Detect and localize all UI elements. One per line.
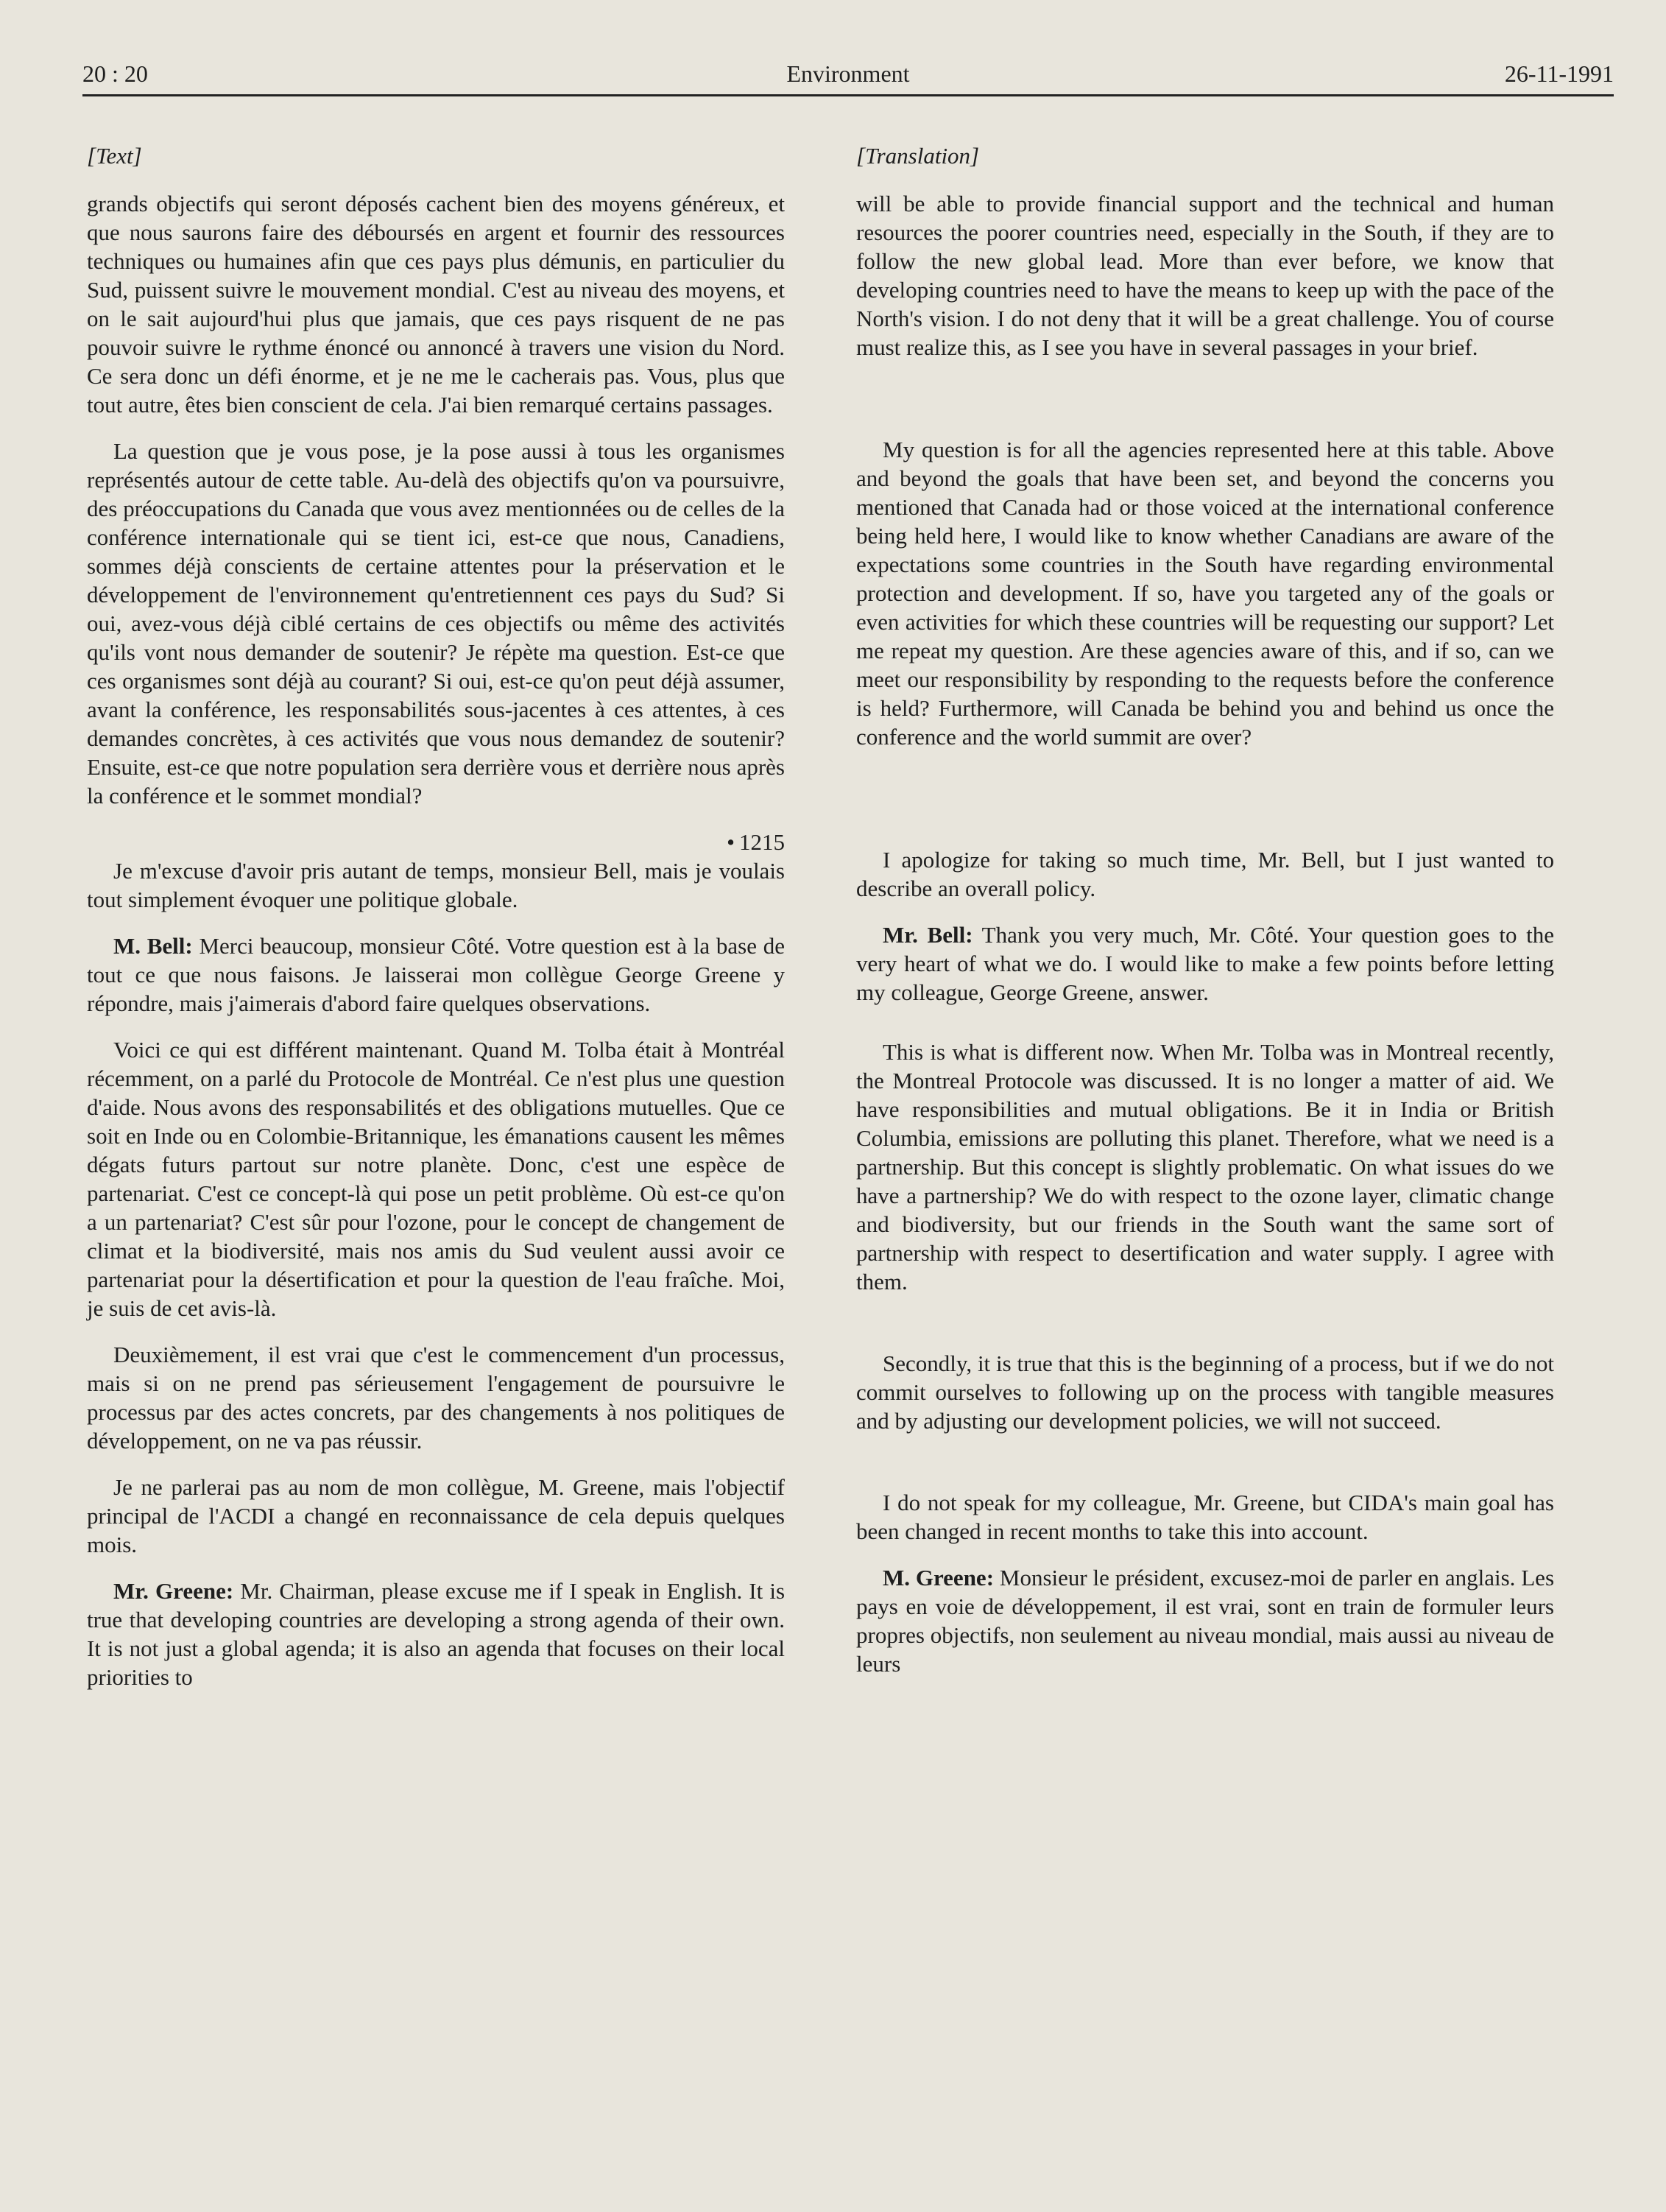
paragraph: Deuxièmement, il est vrai que c'est le commencement d'un processus, mais si on ne prend pas sérieusement l'engagement de poursuivre le processus par des actes concrets, par des changements à nos politiques de développement, on ne va pas réussir. [87,1342,785,1454]
header-rule [82,94,1614,96]
page-header [82,60,1614,96]
paragraph [87,1577,785,1691]
page-date: 26-11-1991 [1504,60,1614,87]
left-column [87,141,785,1691]
paragraph: Je m'excuse d'avoir pris autant de temps, monsieur Bell, mais je voulais tout simplement évoquer une politique globale. [87,858,785,912]
paragraph: I do not speak for my colleague, Mr. Greene, but CIDA's main goal has been changed in recent months to take this into account. [856,1490,1554,1544]
paragraph [856,920,1554,1007]
paragraph: Voici ce qui est différent maintenant. Quand M. Tolba était à Montréal récemment, on a parlé du Protocole de Montréal. Ce n'est plus une question d'aide. Nous avons des responsabilités et des obligations mutuelles. Que ce soit en Inde ou en Colombie-Britannique, les émanations causent les mêmes dégats futurs partout sur notre planète. Donc, c'est une espèce de partenariat. C'est ce concept-là qui pose un petit problème. Où est-ce qu'on a un partenariat? C'est sûr pour l'ozone, pour le concept de changement de climat et la biodiversité, mais nos amis du Sud veulent aussi avoir ce partenariat pour la désertification et pour la question de l'eau fraîche. Moi, je suis de cet avis-là. [87,1037,785,1321]
bullet-icon: • [727,829,735,855]
speaker-label: Mr. Greene: [113,1578,234,1604]
paragraph: Secondly, it is true that this is the beginning of a process, but if we do not commit ourselves to following up on the process with tangible measures and by adjusting our development policies, we will not succeed. [856,1350,1554,1434]
paragraph [856,1563,1554,1678]
translation-tag: [Translation] [856,143,980,169]
speaker-label: M. Bell: [113,933,193,959]
page-title: Environment [786,60,910,87]
paragraph: This is what is different now. When Mr. Tolba was in Montreal recently, the Montreal Protocole was discussed. It is no longer a matter of aid. We have responsibilities and mutual obligations. Be it in India or British Columbia, emissions are polluting this planet. Therefore, what we need is a partnership. But this concept is slightly problematic. On what issues do we have a partnership? We do with respect to the ozone layer, climatic change and biodiversity, but our friends in the South want the same sort of partnership with respect to desertification and water supply. I agree with them. [856,1039,1554,1295]
speech-text: Merci beaucoup, monsieur Côté. Votre question est à la base de tout ce que nous faisons. Je laisserai mon collègue George Greene y répondre, mais j'aimerais d'abord faire quelques observations. [87,933,786,1016]
speech-text: Monsieur le président, excusez-moi de parler en anglais. Les pays en voie de développement, il est vrai, sont en train de formuler leurs propres objectifs, non seulement au niveau mondial, mais aussi au niveau de leurs [856,1565,1555,1677]
right-column [856,141,1554,1678]
paragraph: La question que je vous pose, je la pose aussi à tous les organismes représentés autour de cette table. Au-delà des objectifs qu'on va poursuivre, des préoccupations du Canada que vous avez mentionnées ou de celles de la conférence internationale qui se tient ici, est-ce que nous, Canadiens, sommes déjà conscients de certaine attentes pour la préservation et le développement de l'environnement qu'entretiennent ces pays du Sud? Si oui, avez-vous déjà ciblé certains de ces objectifs ou même des activités qu'ils vont nous demander de soutenir? Je répète ma question. Est-ce que ces organismes sont déjà au courant? Si oui, est-ce qu'on peut déjà assumer, avant la conférence, les responsabilités sous-jacentes à ces attentes, à ces demandes concrètes, à ces activités que vous nous demandez de soutenir? Ensuite, est-ce que notre population sera derrière vous et derrière nous après la conférence et le sommet mondial? [87,438,785,809]
paragraph: will be able to provide financial support and the technical and human resources the poorer countries need, especially in the South, if they are to follow the new global lead. More than ever before, we know that developing countries need to have the means to keep up with the pace of the North's vision. I do not deny that it will be a great challenge. You of course must realize this, as I see you have in several passages in your brief. [856,191,1554,360]
speaker-label: Mr. Bell: [883,922,973,948]
time-marker-value: 1215 [739,829,785,855]
paragraph: grands objectifs qui seront déposés cachent bien des moyens généreux, et que nous saurons faire des déboursés en argent et fournir des ressources techniques ou humaines afin que ces pays plus démunis, en particulier du Sud, puissent suivre le mouvement mondial. C'est au niveau des moyens, et on le sait aujourd'hui plus que jamais, que ces pays risquent de ne pas pouvoir suivre le rythme énoncé ou annoncé à travers une vision du Nord. Ce sera donc un défi énorme, et je ne me le cacherais pas. Vous, plus que tout autre, êtes bien conscient de cela. J'ai bien remarqué certains passages. [87,191,785,418]
page-number: 20 : 20 [82,60,148,87]
speaker-label: M. Greene: [883,1565,995,1591]
speech-text: Thank you very much, Mr. Côté. Your question goes to the very heart of what we do. I would like to make a few points before letting my colleague, George Greene, answer. [856,922,1554,1005]
text-tag: [Text] [87,143,142,169]
paragraph [87,931,785,1018]
paragraph: I apologize for taking so much time, Mr. Bell, but I just wanted to describe an overall policy. [856,847,1554,901]
paragraph: Je ne parlerai pas au nom de mon collègue, M. Greene, mais l'objectif principal de l'ACDI a changé en reconnaissance de cela depuis quelques mois. [87,1474,785,1557]
time-marker [87,828,785,856]
speech-text: Mr. Chairman, please excuse me if I speak in English. It is true that developing countries are developing a strong agenda of their own. It is not just a global agenda; it is also an agenda that focuses on their local priorities to [87,1578,786,1690]
paragraph: My question is for all the agencies represented here at this table. Above and beyond the goals that have been set, and beyond the concerns you mentioned that Canada had or those voiced at the international conference being held here, I would like to know whether Canadians are aware of the expectations some countries in the South have regarding environmental protection and development. If so, have you targeted any of the goals or even activities for which these countries will be requesting our support? Let me repeat my question. Are these agencies aware of this, and if so, can we meet our responsibility by responding to the requests before the conference is held? Furthermore, will Canada be behind you and behind us once the conference and the world summit are over? [856,437,1554,750]
